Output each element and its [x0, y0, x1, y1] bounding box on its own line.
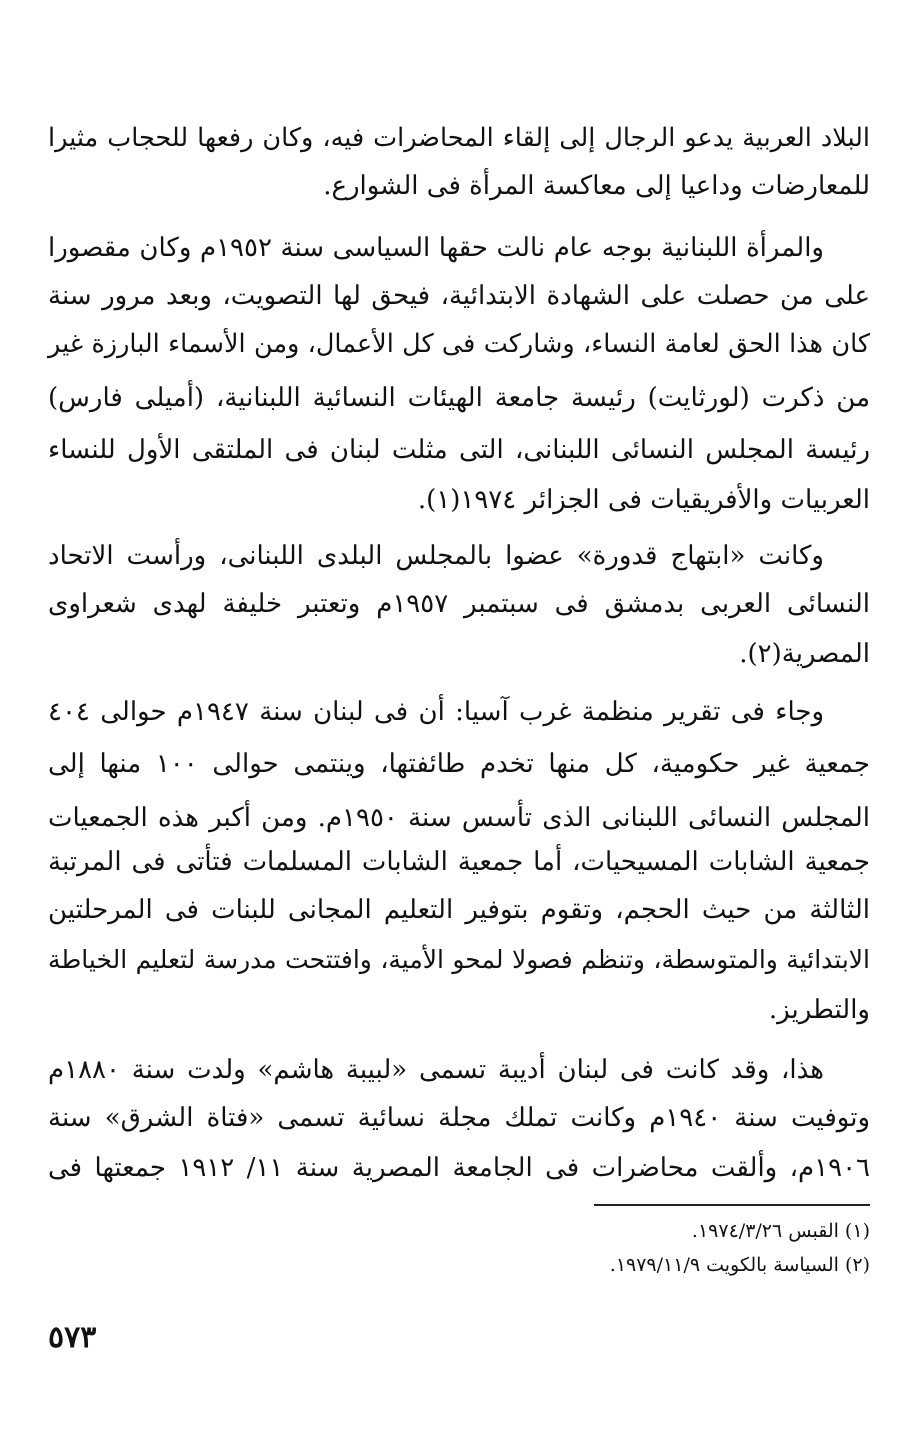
- text-line: المصرية(٢).: [739, 639, 870, 669]
- text-line: جمعية الشابات المسيحيات، أما جمعية الشابات المسلمات فتأتى فى المرتبة: [48, 847, 870, 877]
- text-line: وجاء فى تقرير منظمة غرب آسيا: أن فى لبنان سنة ١٩٤٧م حوالى ٤٠٤: [48, 697, 825, 727]
- text-line: ١٩٠٦م، وألقت محاضرات فى الجامعة المصرية سنة ١١/ ١٩١٢ جمعتها فى: [48, 1153, 870, 1183]
- text-line: العربيات والأفريقيات فى الجزائر ١٩٧٤(١).: [417, 485, 870, 515]
- page-number: ٥٧٣: [48, 1320, 97, 1355]
- text-line: كان هذا الحق لعامة النساء، وشاركت فى كل الأعمال، ومن الأسماء البارزة غير: [48, 329, 870, 359]
- book-page: [48, 0, 870, 1436]
- text-line: هذا، وقد كانت فى لبنان أديبة تسمى «لبيبة هاشم» ولدت سنة ١٨٨٠م: [48, 1055, 824, 1085]
- text-line: الثالثة من حيث الحجم، وتقوم بتوفير التعليم المجانى للبنات فى المرحلتين: [48, 895, 870, 925]
- text-line: المجلس النسائى اللبنانى الذى تأسس سنة ١٩٥٠م. ومن أكبر هذه الجمعيات: [48, 803, 870, 833]
- footnote-separator: [594, 1204, 870, 1206]
- text-line: من ذكرت (لورثايت) رئيسة جامعة الهيئات النسائية اللبنانية، (أميلى فارس): [48, 383, 870, 413]
- text-line: على من حصلت على الشهادة الابتدائية، فيحق لها التصويت، وبعد مرور سنة: [48, 281, 870, 311]
- footnote: (١) القبس ١٩٧٤/٣/٢٦.: [691, 1220, 870, 1242]
- text-line: والمرأة اللبنانية بوجه عام نالت حقها السياسى سنة ١٩٥٢م وكان مقصورا: [48, 233, 824, 263]
- text-line: للمعارضات وداعيا إلى معاكسة المرأة فى الشوارع.: [323, 171, 870, 201]
- text-line: جمعية غير حكومية، كل منها تخدم طائفتها، وينتمى حوالى ١٠٠ منها إلى: [48, 749, 870, 779]
- text-line: رئيسة المجلس النسائى اللبنانى، التى مثلت لبنان فى الملتقى الأول للنساء: [48, 435, 870, 465]
- text-line: والتطريز.: [768, 995, 870, 1025]
- text-line: البلاد العربية يدعو الرجال إلى إلقاء المحاضرات فيه، وكان رفعها للحجاب مثيرا: [48, 123, 870, 153]
- text-line: الابتدائية والمتوسطة، وتنظم فصولا لمحو الأمية، وافتتحت مدرسة لتعليم الخياطة: [48, 945, 870, 974]
- text-line: وتوفيت سنة ١٩٤٠م وكانت تملك مجلة نسائية تسمى «فتاة الشرق» سنة: [48, 1103, 870, 1133]
- text-line: وكانت «ابتهاج قدورة» عضوا بالمجلس البلدى اللبنانى، ورأست الاتحاد: [48, 541, 824, 571]
- text-line: النسائى العربى بدمشق فى سبتمبر ١٩٥٧م وتعتبر خليفة لهدى شعراوى: [48, 589, 870, 619]
- footnote: (٢) السياسة بالكويت ١٩٧٩/١١/٩.: [609, 1254, 870, 1276]
